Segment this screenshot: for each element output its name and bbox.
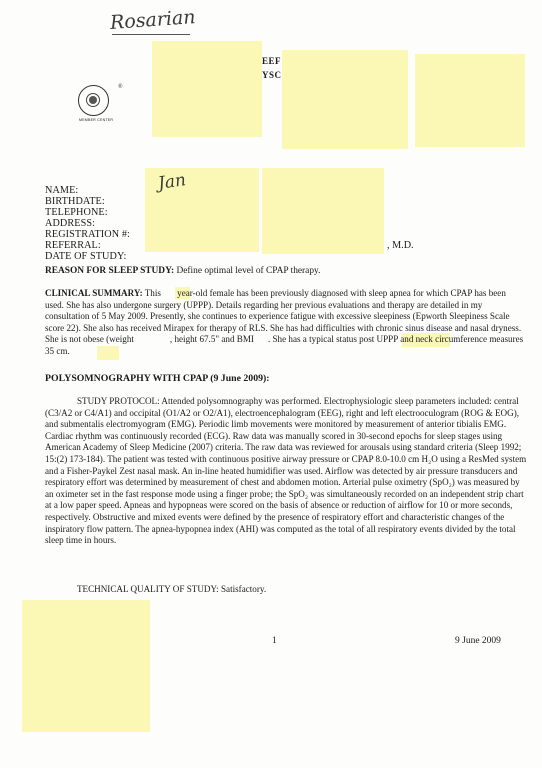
referral-suffix: , M.D. bbox=[387, 240, 414, 251]
footer-date: 9 June 2009 bbox=[455, 636, 501, 646]
clinical-heading: CLINICAL SUMMARY: bbox=[45, 288, 143, 298]
study-protocol: STUDY PROTOCOL: Attended polysomnography was performed. Electrophysiologic sleep parameters included: central (C3/A2 or C4/A1) and occipital (O1/A2 or O2/A1), electroencephalogram (EEG), right and left electrooculogram (ROG & EOG), and submentalis electromyogram (EMG). Periodic limb movements were monitored by measurement of anterior tibialis EMG. Cardiac rhythm was continuously recorded (ECG). Raw data was manually scored in 30-second epochs for sleep stages using American Academy of Sleep Medicine (2007) criteria. The raw data was reviewed for arousals using standard criteria (Sleep 1992; 15:(2) 173-184). The patient was tested with continuous positive airway pressure or CPAP 8.0-10.0 cm H₂O using a ResMed system and a Fisher-Paykel Zest nasal mask. An in-line heated humidifier was used. Airflow was detected by air pressure transducers and respiratory effort was determined by measurement of chest and abdomen motion. Arterial pulse oximetry (SpO₂) was measured by an oximeter set in the fast response mode using a finger probe; the SpO₂ was simultaneously recorded on an independent strip chart at a low paper speed. Apneas and hypopneas were scored on the basis of absence or reduction of airflow for 10 or more seconds, respectively. Obstructive and mixed events were defined by the presence of respiratory effort and characteristic changes of the inspiratory flow pattern. The apnea-hypopnea index (AHI) was computed as the total of all respiratory events divided by the total sleep time in hours. bbox=[45, 396, 527, 546]
label-date-of-study: DATE OF STUDY: bbox=[45, 251, 127, 262]
handwritten-annotation-top: Rosarian bbox=[109, 6, 197, 34]
underline-stroke bbox=[112, 34, 190, 35]
clinical-text-end: . She has a typical status post UPPP and neck circumference measures 35 cm. bbox=[45, 334, 524, 356]
redaction-note-header-left bbox=[152, 41, 262, 137]
label-address: ADDRESS: bbox=[45, 218, 96, 229]
redaction-note-patient-info-right bbox=[262, 168, 384, 254]
redaction-note-signature bbox=[22, 600, 150, 732]
reason-heading: REASON FOR SLEEP STUDY: bbox=[45, 266, 175, 276]
psg-heading: POLYSOMNOGRAPHY WITH CPAP (9 June 2009): bbox=[45, 373, 270, 384]
page-number: 1 bbox=[272, 636, 277, 646]
clinical-text: year-old female has been previously diagnosed with sleep apnea for which CPAP has been used. She has also undergone surgery (UPPP). Details regarding her previous evaluations and therapy are detailed in my consultation of 5 May 2009. Presently, she continues to experience fatigue with excessive sleepiness (Epworth Sleepiness Scale score 22). She also has received Mirapex for therapy of RLS. She has had difficulties with chronic sinus disease and nasal dryness. She is not obese (weight bbox=[45, 288, 522, 345]
registered-mark: ® bbox=[118, 84, 123, 90]
header-title-fragment-2: YSC bbox=[262, 70, 282, 80]
handwritten-name: Jan bbox=[156, 170, 188, 194]
seal-caption: MEMBER CENTER bbox=[79, 118, 114, 122]
accreditation-seal-icon bbox=[78, 85, 109, 116]
label-registration: REGISTRATION #: bbox=[45, 229, 130, 240]
clinical-summary bbox=[45, 288, 527, 358]
technical-quality: TECHNICAL QUALITY OF STUDY: Satisfactory. bbox=[77, 584, 267, 594]
redaction-note-header-right bbox=[415, 54, 525, 147]
reason-text: Define optimal level of CPAP therapy. bbox=[176, 266, 321, 276]
reason-section bbox=[45, 266, 320, 276]
redaction-note-header-middle bbox=[282, 50, 408, 149]
label-name: NAME: bbox=[45, 185, 79, 196]
label-telephone: TELEPHONE: bbox=[45, 207, 108, 218]
header-title-fragment-1: EEF bbox=[262, 56, 282, 66]
clinical-text-height: , height 67.5" and BMI bbox=[169, 334, 254, 345]
clinical-lead: This bbox=[144, 288, 161, 298]
label-referral: REFERRAL: bbox=[45, 240, 101, 251]
label-birthdate: BIRTHDATE: bbox=[45, 196, 105, 207]
